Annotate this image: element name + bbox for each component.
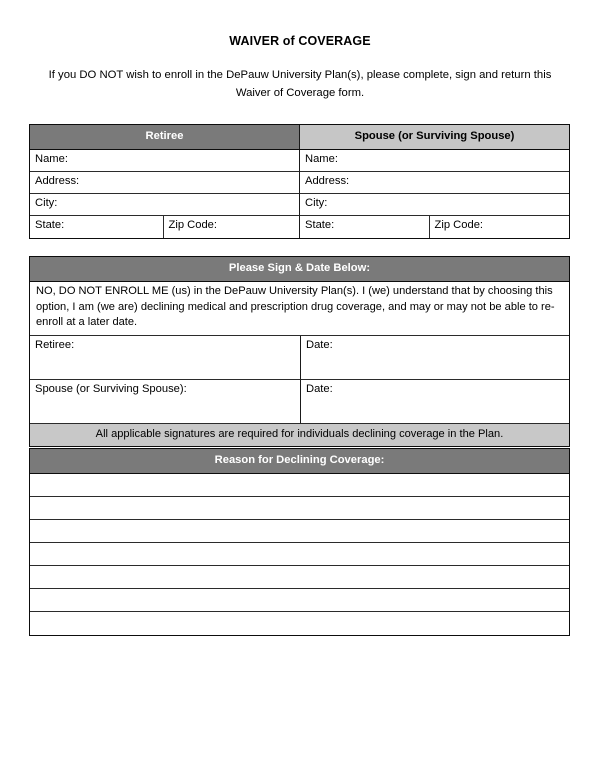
table-row (30, 612, 569, 635)
sign-and-date-table (29, 256, 570, 447)
spouse-state-field[interactable]: State: (300, 216, 430, 238)
retiree-name-field[interactable]: Name: (30, 150, 300, 172)
signature-footer-row (30, 424, 569, 446)
spouse-name-field[interactable]: Name: (300, 150, 569, 172)
reason-header-row (30, 449, 569, 474)
reason-write-in-line-2[interactable] (30, 497, 569, 520)
table-row (30, 566, 569, 589)
spouse-signature-date-field[interactable]: Date: (301, 380, 569, 424)
table-row-spouse-signature (30, 380, 569, 424)
reason-write-in-line-6[interactable] (30, 589, 569, 612)
retiree-column-header: Retiree (30, 125, 300, 149)
spouse-column-header: Spouse (or Surviving Spouse) (300, 125, 569, 149)
signature-requirement-note: All applicable signatures are required for individuals declining coverage in the Plan. (30, 424, 569, 446)
sign-header-row (30, 257, 569, 282)
retiree-zip-field[interactable]: Zip Code: (164, 216, 301, 238)
retiree-city-field[interactable]: City: (30, 194, 300, 216)
retiree-state-field[interactable]: State: (30, 216, 164, 238)
reason-write-in-line-5[interactable] (30, 566, 569, 589)
reason-write-in-line-4[interactable] (30, 543, 569, 566)
table-row-retiree-signature (30, 336, 569, 380)
reason-for-declining-table (29, 448, 570, 636)
table-row (30, 589, 569, 612)
spouse-zip-field[interactable]: Zip Code: (434, 219, 484, 231)
page-title: WAIVER of COVERAGE (229, 34, 371, 48)
table-row-name (30, 150, 569, 172)
waiver-statement-row (30, 282, 569, 336)
reason-write-in-line-1[interactable] (30, 474, 569, 497)
reason-write-in-line-7[interactable] (30, 612, 569, 635)
retiree-signature-date-field[interactable]: Date: (301, 336, 569, 380)
retiree-signature-field[interactable]: Retiree: (30, 336, 301, 380)
spouse-signature-field[interactable]: Spouse (or Surviving Spouse): (30, 380, 301, 424)
retiree-address-field[interactable]: Address: (30, 172, 300, 194)
spouse-address-field[interactable]: Address: (300, 172, 569, 194)
spouse-city-field[interactable]: City: (300, 194, 569, 216)
reason-write-in-line-3[interactable] (30, 520, 569, 543)
personal-info-header-row (30, 125, 569, 150)
table-row (30, 520, 569, 543)
reason-section-header: Reason for Declining Coverage: (30, 449, 569, 473)
intro-paragraph: If you DO NOT wish to enroll in the DePauw University Plan(s), please complete, sign and return this Waiver of Coverage form. (48, 69, 552, 99)
table-row-address (30, 172, 569, 194)
table-row-city (30, 194, 569, 216)
personal-info-table (29, 124, 570, 239)
table-row (30, 474, 569, 497)
table-row-state-zip (30, 216, 569, 238)
waiver-statement-text: NO, DO NOT ENROLL ME (us) in the DePauw University Plan(s). I (we) understand that by choosing this option, I am (we are) declining medical and prescription drug coverage, and may or may not be able to re-enroll at a later date. (36, 285, 555, 329)
table-row (30, 543, 569, 566)
sign-section-header: Please Sign & Date Below: (30, 257, 569, 281)
table-row (30, 497, 569, 520)
